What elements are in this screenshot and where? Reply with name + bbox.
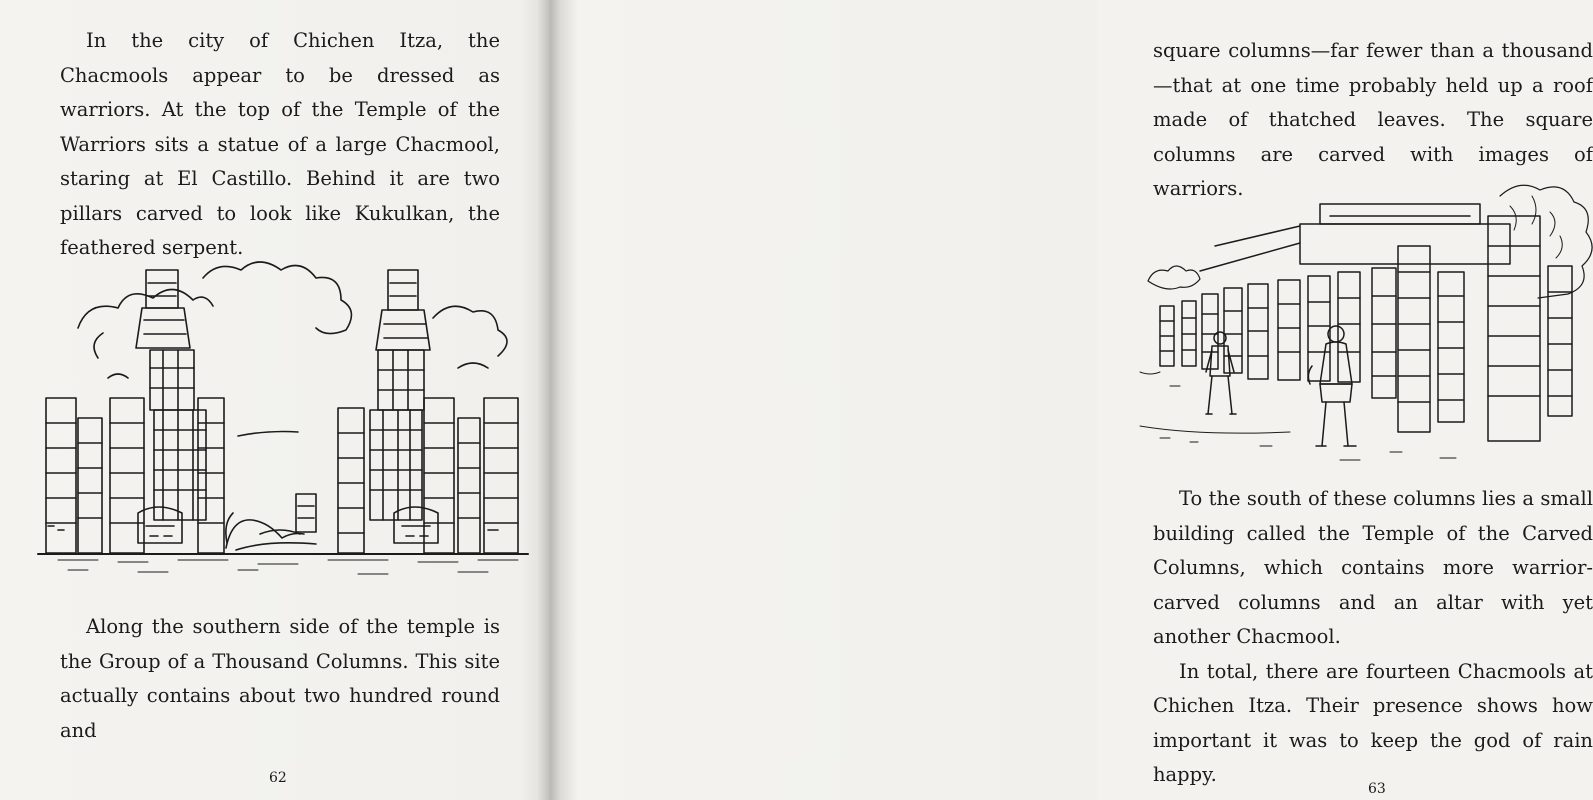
left-page bbox=[0, 0, 548, 800]
paragraph-chacmools-warriors: In the city of Chichen Itza, the Chacmools appear to be dressed as warriors. At the top of the Temple of the Warriors sits a statue of a large Chacmool, staring at El Castillo. Behind it are two pillars carved to look like Kukulkan, the feathered serpent. bbox=[60, 29, 500, 259]
thousand-columns-illustration bbox=[1140, 176, 1592, 471]
right-page bbox=[548, 0, 1593, 800]
page-number-right: 63 bbox=[1368, 781, 1386, 797]
paragraph-temple-carved-columns: To the south of these columns lies a small building called the Temple of the Carved Columns, which contains more warrior-carved columns and an altar with yet another Chacmool. bbox=[1153, 487, 1593, 648]
left-text-block-top bbox=[60, 24, 500, 266]
temple-of-warriors-illustration bbox=[38, 258, 528, 588]
left-text-block-bottom bbox=[60, 610, 500, 748]
page-number-left: 62 bbox=[269, 770, 287, 786]
right-text-block-bottom bbox=[1153, 482, 1593, 793]
paragraph-thousand-columns: Along the southern side of the temple is the Group of a Thousand Columns. This site actually contains about two hundred round and bbox=[60, 615, 500, 742]
paragraph-fourteen-chacmools: In total, there are fourteen Chacmools at Chichen Itza. Their presence shows how important it was to keep the god of rain happy. bbox=[1153, 659, 1593, 786]
paragraph-square-columns: square columns—far fewer than a thousand—that at one time probably held up a roof made of thatched leaves. The square columns are carved with images of warriors. bbox=[1153, 39, 1593, 200]
